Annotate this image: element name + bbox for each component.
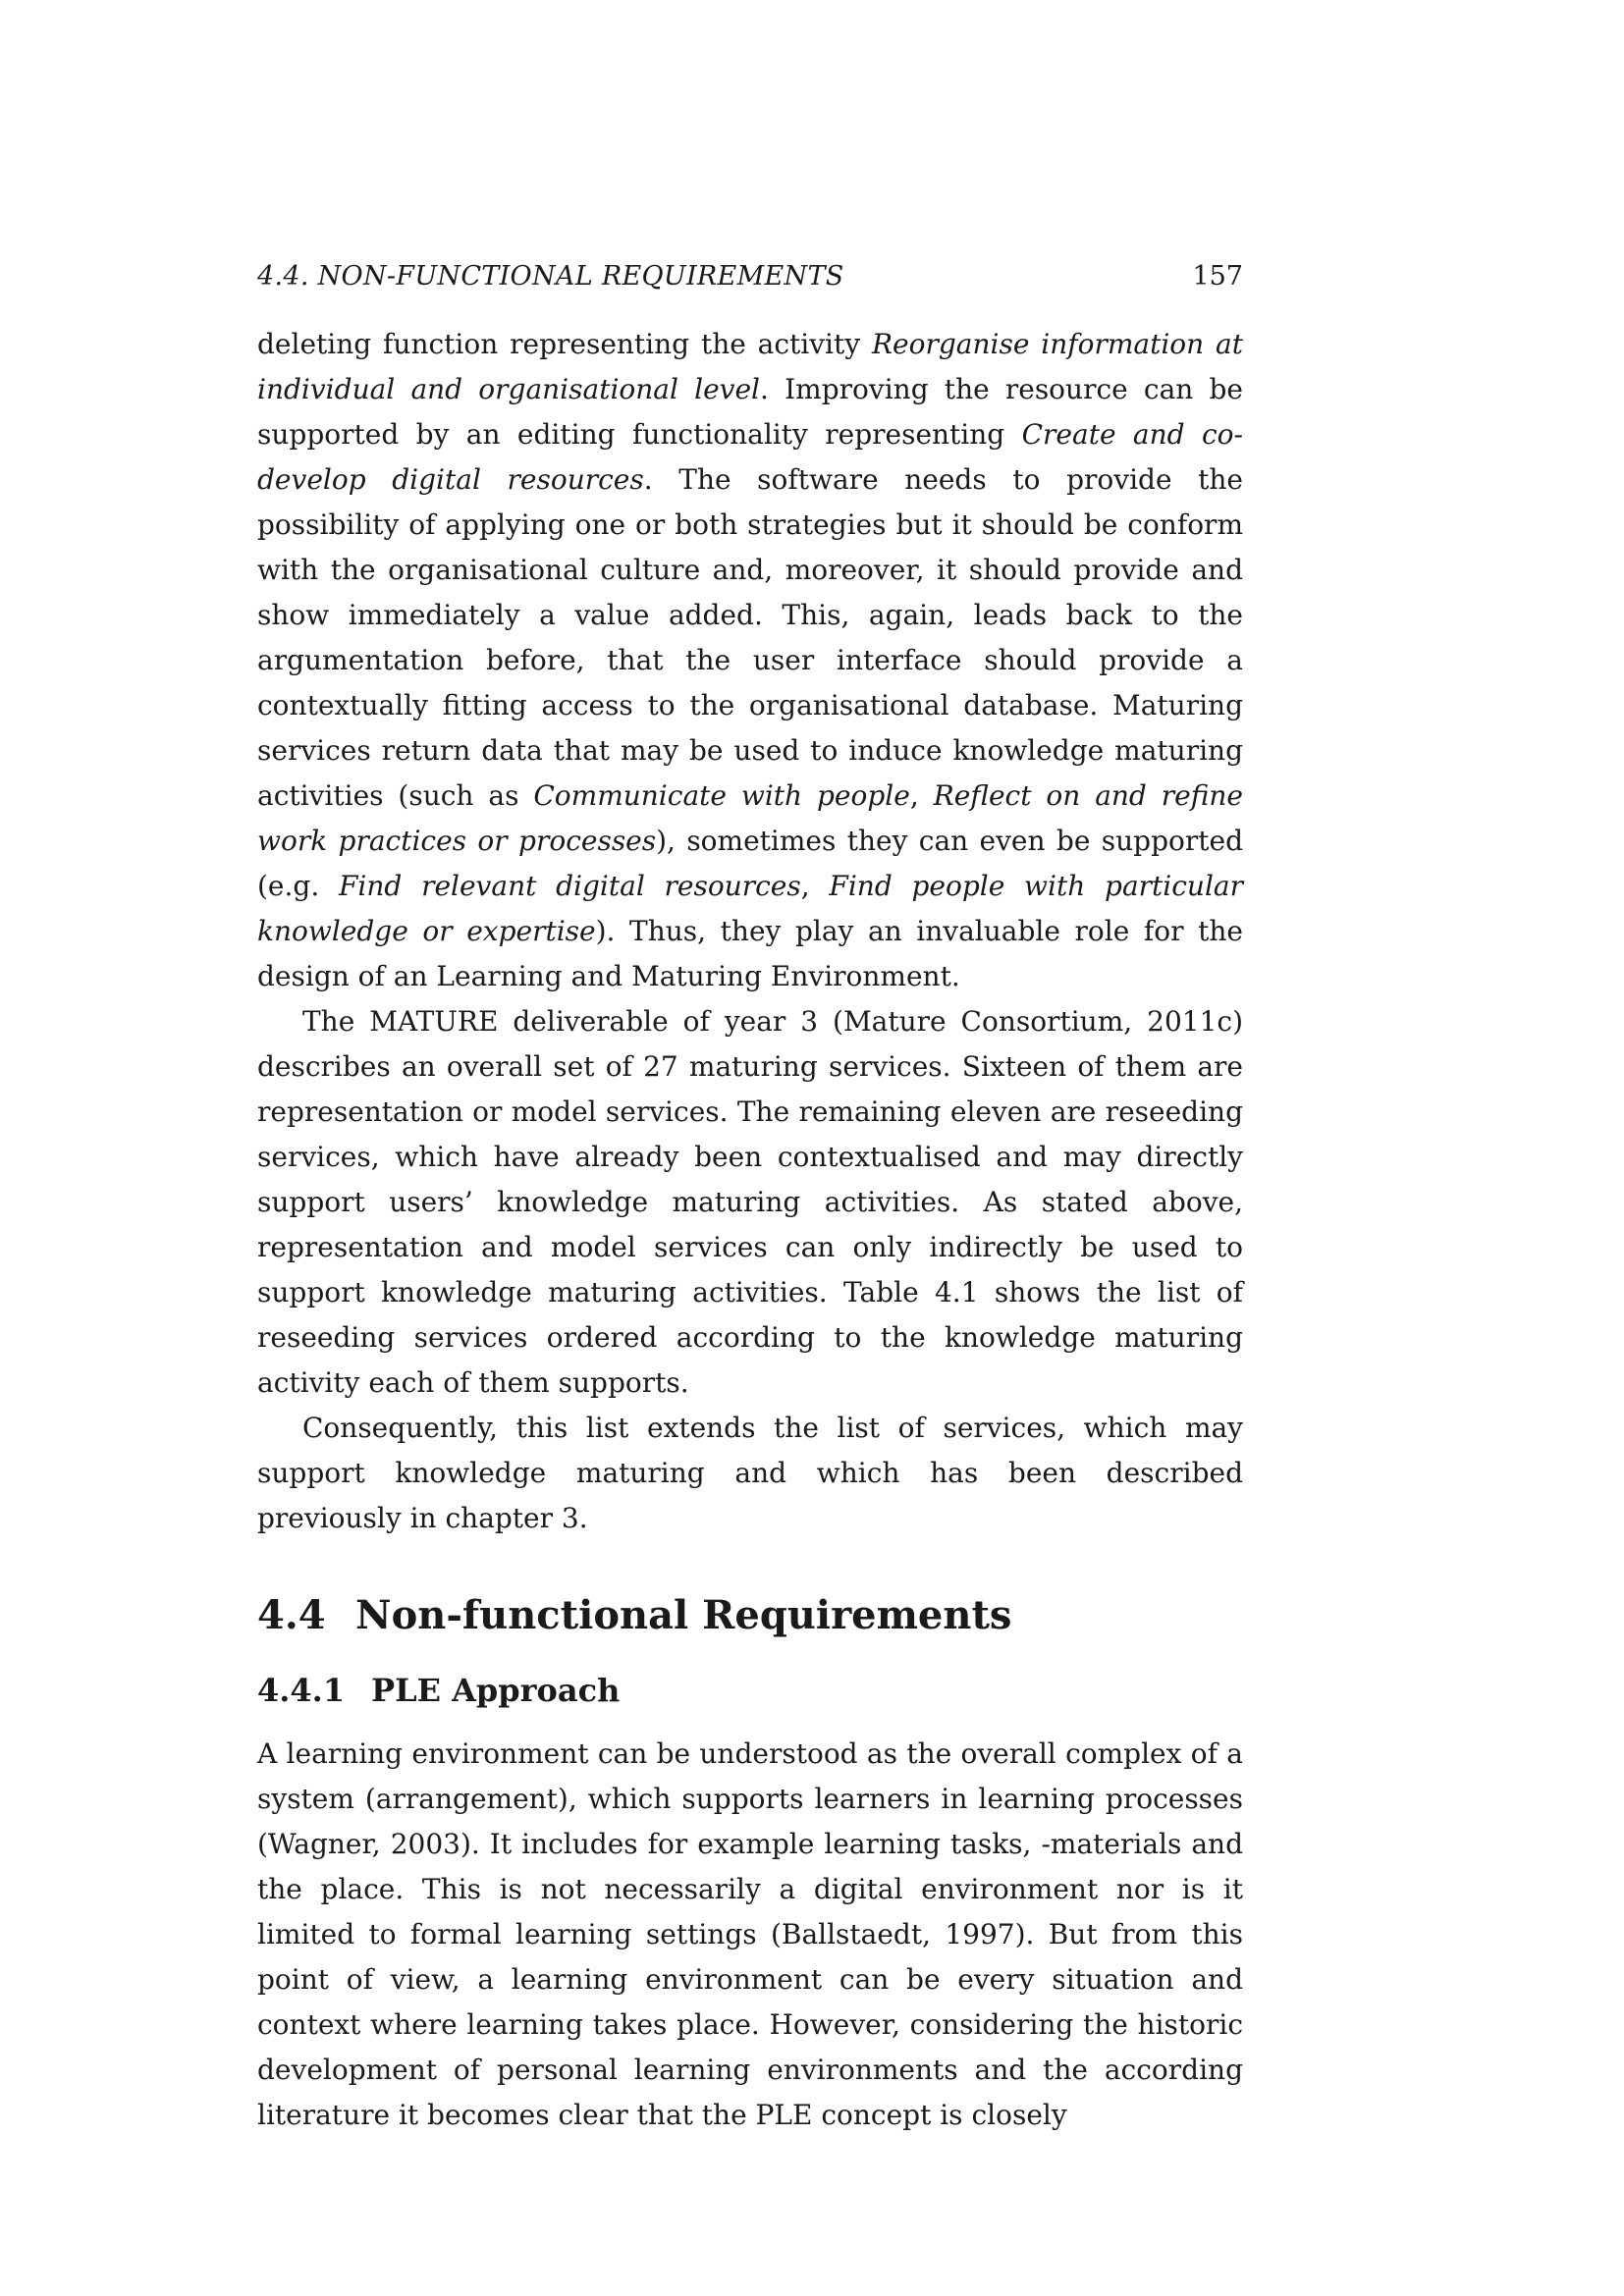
section-title: Non-functional Requirements xyxy=(355,1592,1012,1638)
paragraph-maturing-activities xyxy=(257,322,1243,999)
section-number: 4.4 xyxy=(257,1592,326,1638)
section-heading xyxy=(257,1586,1243,1645)
text-run: ), sometimes they can even be supported (e.g. xyxy=(257,825,1243,902)
paragraph-learning-environment: A learning environment can be understood as the overall complex of a system (arrangement), which supports learners in learning processes (Wagner, 2003). It includes for example learning tasks, -materials and the place. This is not necessarily a digital environment nor is it limited to formal learning settings (Ballstaedt, 1997). But from this point of view, a learning environment can be every situation and context where learning takes place. However, considering the historic development of personal learning environments and the according literature it becomes clear that the PLE concept is closely xyxy=(257,1737,1243,2131)
subsection-heading xyxy=(257,1667,1243,1714)
paragraph-consequently: Consequently, this list extends the list of services, which may support knowledge maturing and which has been described previously in chapter 3. xyxy=(257,1412,1243,1534)
text-run: ). Thus, they play an invaluable role for the design of an Learning and Maturing Environment. xyxy=(257,915,1243,992)
running-header-title: 4.4. NON-FUNCTIONAL REQUIREMENTS xyxy=(257,261,844,292)
emphasis-activity: Find relevant digital resources xyxy=(338,870,801,902)
running-header xyxy=(257,257,1243,296)
subsection-title: PLE Approach xyxy=(371,1672,621,1709)
emphasis-activity: Reflect on and refine work practices or processes xyxy=(257,779,1243,857)
text-run: , xyxy=(800,870,830,902)
emphasis-activity: Create and co-develop digital resources xyxy=(257,418,1243,496)
subsection-number: 4.4.1 xyxy=(257,1672,346,1709)
paragraph-mature-deliverable: The MATURE deliverable of year 3 (Mature Consortium, 2011c) describes an overall set of 27 maturing services. Sixteen of them are representation or model services. The remaining eleven are reseeding services, which have already been contextualised and may directly support users’ knowledge maturing activities. As stated above, representation and model services can only indirectly be used to support knowledge maturing activities. Table 4.1 shows the list of reseeding services ordered according to the knowledge maturing activity each of them supports. xyxy=(257,1005,1243,1399)
emphasis-activity: Reorganise information at individual and organisational level xyxy=(257,328,1243,405)
text-run: . Improving the resource can be supported by an editing functionality representing xyxy=(257,373,1243,451)
page-number: 157 xyxy=(1192,261,1243,292)
emphasis-activity: Communicate with people xyxy=(533,779,910,812)
emphasis-activity: Find people with particular knowledge or expertise xyxy=(257,870,1243,947)
text-run: , xyxy=(909,779,934,812)
text-run: deleting function representing the activity xyxy=(257,328,872,360)
text-run: . The software needs to provide the possibility of applying one or both strategies but it should be conform with the organisational culture and, moreover, it should provide and show immediately a value added. This, again, leads back to the argumentation before, that the user interface should provide a contextually fitting access to the organisational database. Maturing services return data that may be used to induce knowledge maturing activities (such as xyxy=(257,463,1243,812)
page xyxy=(257,257,1243,2138)
